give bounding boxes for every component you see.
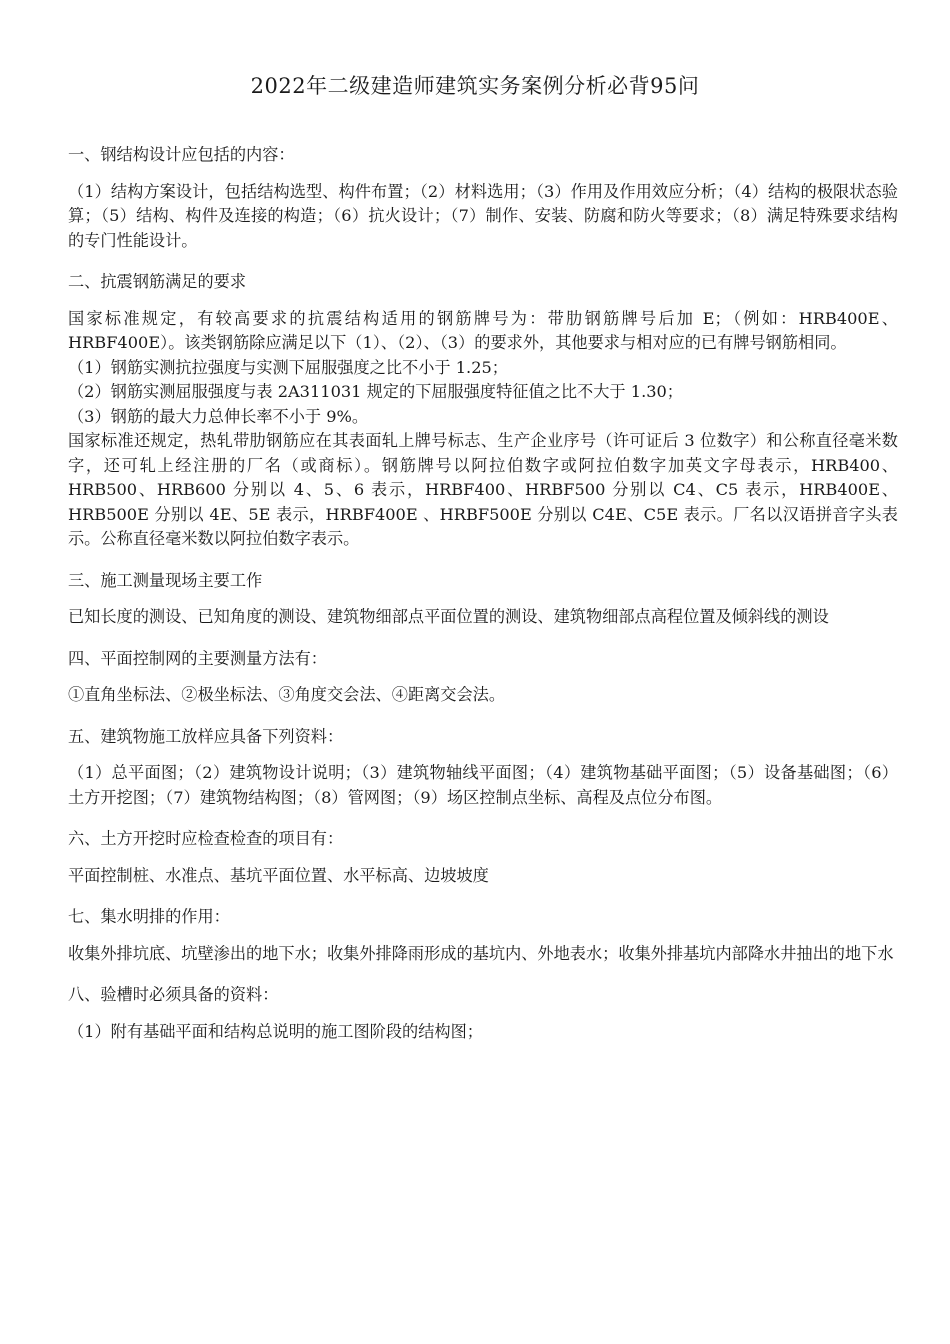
section-2 [68, 270, 898, 552]
section-heading: 八、验槽时必须具备的资料： [68, 985, 279, 1004]
section-paragraph: （1）附有基础平面和结构总说明的施工图阶段的结构图； [68, 1021, 483, 1041]
document-title: 2022年二级建造师建筑实务案例分析必背95问 [250, 74, 700, 98]
section-paragraph: 已知长度的测设、已知角度的测设、建筑物细部点平面位置的测设、建筑物细部点高程位置及倾斜线的测设 [68, 607, 829, 626]
section-7 [68, 905, 898, 966]
section-5 [68, 725, 898, 811]
section-heading: 一、钢结构设计应包括的内容： [68, 145, 295, 164]
section-paragraph: 收集外排坑底、坑壁渗出的地下水；收集外排降雨形成的基坑内、外地表水；收集外排基坑内部降水井抽出的地下水 [68, 943, 894, 963]
list-item: （3）钢筋的最大力总伸长率不小于 9%。 [68, 406, 369, 426]
section-paragraph: 国家标准还规定，热轧带肋钢筋应在其表面轧上牌号标志、生产企业序号（许可证后 3 位数字）和公称直径毫米数字，还可轧上经注册的厂名（或商标）。钢筋牌号以阿拉伯数字或阿拉伯数字加英文字母表示，HRB400、HRB500、HRB600 分别以 4、5、6 表示，HRBF400、HRBF500 分别以 C4、C5 表示，HRB400E、HRB500E 分别以 4E、5E 表示，HRBF400E 、HRBF500E 分别以 C4E、C5E 表示。厂名以汉语拼音字头表示。公称直径毫米数以阿拉伯数字表示。 [68, 431, 898, 548]
section-1 [68, 143, 898, 253]
section-paragraph: ①直角坐标法、②极坐标法、③角度交会法、④距离交会法。 [68, 685, 506, 704]
document-body [68, 143, 898, 1061]
section-paragraph: （1）总平面图；（2）建筑物设计说明；（3）建筑物轴线平面图；（4）建筑物基础平面图；（5）设备基础图；（6）土方开挖图；（7）建筑物结构图；（8）管网图；（9）场区控制点坐标、高程及点位分布图。 [68, 763, 898, 807]
list-item: （2）钢筋实测屈服强度与表 2A311031 规定的下屈服强度特征值之比不大于 1.30； [68, 382, 683, 401]
section-heading: 六、土方开挖时应检查检查的项目有： [68, 829, 344, 848]
section-heading: 三、施工测量现场主要工作 [68, 570, 263, 590]
section-heading: 二、抗震钢筋满足的要求 [68, 272, 247, 291]
section-heading: 五、建筑物施工放样应具备下列资料： [68, 726, 344, 746]
section-heading: 四、平面控制网的主要测量方法有： [68, 648, 327, 668]
section-paragraph: 平面控制桩、水准点、基坑平面位置、水平标高、边坡坡度 [68, 865, 489, 885]
list-item: （1）钢筋实测抗拉强度与实测下屈服强度之比不小于 1.25； [68, 357, 508, 377]
section-4 [68, 647, 898, 708]
section-paragraph: （1）结构方案设计，包括结构选型、构件布置；（2）材料选用；（3）作用及作用效应分析；（4）结构的极限状态验算；（5）结构、构件及连接的构造；（6）抗火设计；（7）制作、安装、防腐和防火等要求；（8）满足特殊要求结构的专门性能设计。 [68, 181, 898, 250]
section-8 [68, 983, 898, 1044]
section-3 [68, 569, 898, 630]
section-6 [68, 827, 898, 888]
section-paragraph: 国家标准规定，有较高要求的抗震结构适用的钢筋牌号为：带肋钢筋牌号后加 E；（例如：HRB400E、HRBF400E）。该类钢筋除应满足以下（1）、（2）、（3）的要求外，其他要求与相对应的已有牌号钢筋相同。 [68, 308, 898, 352]
section-heading: 七、集水明排的作用： [68, 907, 230, 926]
